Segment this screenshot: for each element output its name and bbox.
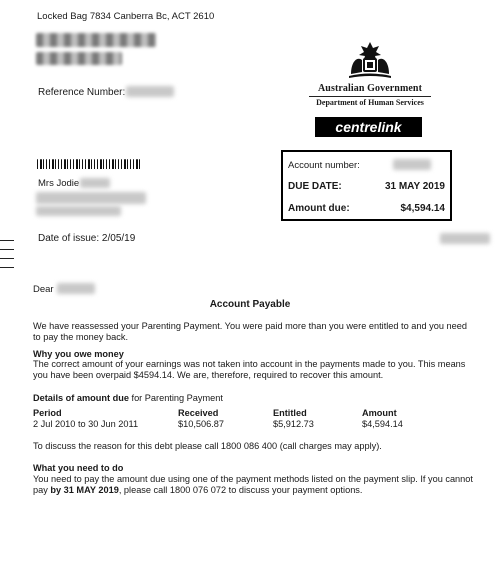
fold-marks [0, 240, 14, 276]
redacted-reference-number [126, 86, 174, 97]
redacted-address-line-2 [36, 52, 122, 65]
postal-barcode [37, 155, 142, 169]
account-number-label: Account number: [288, 160, 360, 171]
intro-paragraph: We have reassessed your Parenting Payment. You were paid more than you were entitled to and you need to pay the money back. [33, 321, 467, 342]
redacted-recipient-address-2 [36, 206, 121, 216]
table-header-amount: Amount [362, 408, 397, 418]
reference-number-label: Reference Number: [38, 87, 126, 98]
todo-paragraph [33, 474, 473, 496]
redacted-customer-id [440, 233, 490, 244]
why-paragraph: The correct amount of your earnings was not taken into account in the payments made to you. This means you have been overpaid $4594.14. We are, therefore, required to recover this amount. [33, 359, 466, 380]
recipient-name: Mrs Jodie [38, 178, 80, 189]
todo-text-2: , please call 1800 076 072 to discuss your payment options. [118, 485, 363, 495]
redacted-surname [80, 178, 110, 188]
government-name: Australian Government [317, 83, 423, 94]
todo-text-1: You need to pay the amount due using one of the payment methods listed on the payment slip. If you cannot pay [33, 474, 473, 495]
redacted-salutation-name [57, 283, 95, 294]
account-summary-box [281, 150, 452, 221]
amount-due-row [288, 203, 445, 214]
coat-of-arms-icon [345, 40, 395, 80]
details-line [33, 393, 473, 404]
sender-address: Locked Bag 7834 Canberra Bc, ACT 2610 [37, 11, 215, 22]
due-date-row [288, 181, 445, 192]
table-cell-amount: $4,594.14 [362, 419, 403, 429]
due-date-value: 31 MAY 2019 [384, 181, 445, 192]
salutation: Dear [33, 284, 54, 295]
details-heading: Details of amount due [33, 393, 129, 403]
table-cell-entitled: $5,912.73 [273, 419, 314, 429]
letter-title: Account Payable [209, 299, 291, 310]
todo-heading: What you need to do [33, 463, 124, 473]
table-header-period: Period [33, 408, 62, 418]
table-cell-received: $10,506.87 [178, 419, 224, 429]
department-name: Department of Human Services [309, 96, 431, 107]
table-cell-period: 2 Jul 2010 to 30 Jun 2011 [33, 419, 139, 429]
redacted-recipient-address-1 [36, 192, 146, 204]
details-suffix: for Parenting Payment [128, 393, 223, 403]
due-date-label: DUE DATE: [288, 181, 342, 192]
amount-due-value: $4,594.14 [400, 203, 445, 214]
table-header-entitled: Entitled [273, 408, 307, 418]
table-header-received: Received [178, 408, 219, 418]
redacted-address-line-1 [36, 33, 156, 47]
todo-due-date: by 31 MAY 2019 [50, 485, 119, 495]
government-logo [305, 40, 435, 107]
centrelink-logo: centrelink [315, 117, 422, 137]
redacted-account-number [393, 159, 431, 170]
why-heading: Why you owe money [33, 349, 124, 359]
date-of-issue: Date of issue: 2/05/19 [38, 233, 136, 244]
discuss-paragraph: To discuss the reason for this debt please call 1800 086 400 (call charges may apply). [33, 441, 382, 451]
amount-due-label: Amount due: [288, 203, 350, 214]
